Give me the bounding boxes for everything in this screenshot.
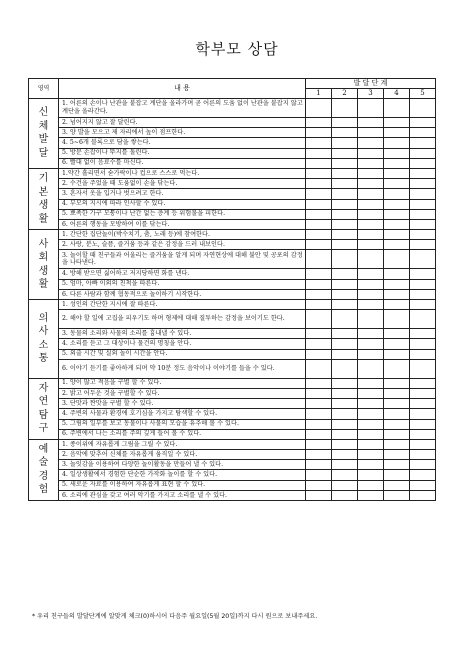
table-row xyxy=(29,300,436,310)
level-check-cell-2[interactable] xyxy=(332,439,358,449)
table-row xyxy=(29,209,436,219)
level-check-cell-3[interactable] xyxy=(358,450,384,460)
item-text: 3. 놀이할 때 친구들과 어울리는 즐거움을 알게 되며 자연현상에 대해 불안 및 공포의 감정을 나타낸다. xyxy=(59,250,306,269)
level-check-cell-3[interactable] xyxy=(358,219,384,229)
level-check-cell-5[interactable] xyxy=(410,460,436,470)
level-check-cell-3[interactable] xyxy=(358,99,384,118)
level-check-cell-3[interactable] xyxy=(358,329,384,339)
level-check-cell-3[interactable] xyxy=(358,148,384,158)
level-check-cell-3[interactable] xyxy=(358,429,384,439)
item-text: 4. 방해 받으면 싫어하고 저지당하면 화를 낸다. xyxy=(59,269,306,279)
item-text: 5. 그림의 일부를 보고 동물이나 사물의 모습을 유추해 볼 수 있다. xyxy=(59,419,306,429)
item-text: 4. 부모의 지시에 따라 인사할 수 있다. xyxy=(59,199,306,209)
level-check-cell-1[interactable] xyxy=(306,209,332,219)
level-check-cell-5[interactable] xyxy=(410,99,436,118)
level-check-cell-5[interactable] xyxy=(410,269,436,279)
level-check-cell-5[interactable] xyxy=(410,339,436,349)
level-check-cell-1[interactable] xyxy=(306,429,332,439)
level-check-cell-3[interactable] xyxy=(358,240,384,250)
level-check-cell-5[interactable] xyxy=(410,158,436,168)
level-check-cell-2[interactable] xyxy=(332,300,358,310)
level-check-cell-5[interactable] xyxy=(410,490,436,500)
level-check-cell-2[interactable] xyxy=(332,148,358,158)
page-title: 학부모 상담 xyxy=(195,40,279,58)
item-text: 1. 양이 많고 적음을 구별 할 수 있다. xyxy=(59,378,306,388)
level-check-cell-2[interactable] xyxy=(332,230,358,240)
item-text: 1. 종이위에 자유롭게 그림을 그릴 수 있다. xyxy=(59,439,306,449)
level-check-cell-3[interactable] xyxy=(358,490,384,500)
area-label: 자 연 탐 구 xyxy=(29,378,59,439)
level-check-cell-5[interactable] xyxy=(410,429,436,439)
level-check-cell-1[interactable] xyxy=(306,118,332,128)
level-check-cell-2[interactable] xyxy=(332,480,358,490)
level-check-cell-1[interactable] xyxy=(306,310,332,329)
level-check-cell-2[interactable] xyxy=(332,168,358,178)
area-header: 영역 xyxy=(29,79,59,99)
area-label: 예 술 경 험 xyxy=(29,439,59,500)
item-text: 6. 다른 사람과 함께 협동적으로 놀이하기 시작한다. xyxy=(59,289,306,299)
table-row xyxy=(29,289,436,299)
level-check-cell-2[interactable] xyxy=(332,470,358,480)
level-check-cell-3[interactable] xyxy=(358,199,384,209)
level-check-cell-1[interactable] xyxy=(306,339,332,349)
level-check-cell-3[interactable] xyxy=(358,419,384,429)
table-row xyxy=(29,168,436,178)
level-check-cell-4[interactable] xyxy=(384,148,410,158)
level-header-1: 1 xyxy=(306,89,332,99)
level-check-cell-4[interactable] xyxy=(384,419,410,429)
table-row xyxy=(29,450,436,460)
level-check-cell-4[interactable] xyxy=(384,300,410,310)
level-check-cell-3[interactable] xyxy=(358,439,384,449)
table-row xyxy=(29,199,436,209)
item-text: 5. 뾰족한 가구 모퉁이나 난간 없는 층계 등 위험물을 피한다. xyxy=(59,209,306,219)
level-check-cell-2[interactable] xyxy=(332,128,358,138)
level-check-cell-3[interactable] xyxy=(358,470,384,480)
item-text: 3. 혼자서 옷을 입거나 벗으려고 한다. xyxy=(59,189,306,199)
level-check-cell-5[interactable] xyxy=(410,409,436,419)
level-check-cell-4[interactable] xyxy=(384,310,410,329)
level-check-cell-1[interactable] xyxy=(306,289,332,299)
level-check-cell-2[interactable] xyxy=(332,349,358,359)
level-check-cell-5[interactable] xyxy=(410,419,436,429)
level-check-cell-4[interactable] xyxy=(384,99,410,118)
level-check-cell-4[interactable] xyxy=(384,470,410,480)
item-text: 6. 빨대 없이 음료수를 마신다. xyxy=(59,158,306,168)
item-text: 4. 주변의 사물과 환경에 호기심을 가지고 탐색할 수 있다. xyxy=(59,409,306,419)
level-check-cell-1[interactable] xyxy=(306,250,332,269)
item-text: 5. 엄마, 아빠 이외의 친척을 따른다. xyxy=(59,279,306,289)
level-check-cell-2[interactable] xyxy=(332,429,358,439)
level-check-cell-2[interactable] xyxy=(332,219,358,229)
level-header-3: 3 xyxy=(358,89,384,99)
level-check-cell-3[interactable] xyxy=(358,399,384,409)
level-check-cell-4[interactable] xyxy=(384,158,410,168)
level-check-cell-1[interactable] xyxy=(306,480,332,490)
item-text: 6. 주변에서 나는 소리를 주의 깊게 들어 볼 수 있다. xyxy=(59,429,306,439)
table-row xyxy=(29,128,436,138)
level-check-cell-3[interactable] xyxy=(358,250,384,269)
level-check-cell-1[interactable] xyxy=(306,168,332,178)
level-check-cell-4[interactable] xyxy=(384,349,410,359)
level-check-cell-4[interactable] xyxy=(384,388,410,398)
level-check-cell-3[interactable] xyxy=(358,189,384,199)
level-check-cell-5[interactable] xyxy=(410,179,436,189)
table-row xyxy=(29,349,436,359)
level-check-cell-5[interactable] xyxy=(410,168,436,178)
level-check-cell-4[interactable] xyxy=(384,490,410,500)
level-check-cell-4[interactable] xyxy=(384,230,410,240)
item-text: 1. 간단한 집단놀이(박수치기, 춤, 노래 등)에 참여한다. xyxy=(59,230,306,240)
level-check-cell-5[interactable] xyxy=(410,388,436,398)
table-row xyxy=(29,179,436,189)
level-check-cell-3[interactable] xyxy=(358,349,384,359)
item-text: 2. 사랑, 분노, 슬픔, 즐거움 등과 같은 감정을 드러 내보인다. xyxy=(59,240,306,250)
development-table xyxy=(28,78,436,501)
item-text: 2. 밝고 어두운 것을 구별할 수 있다. xyxy=(59,388,306,398)
level-check-cell-3[interactable] xyxy=(358,118,384,128)
level-check-cell-5[interactable] xyxy=(410,138,436,148)
level-check-cell-4[interactable] xyxy=(384,378,410,388)
area-label: 신 체 발 달 xyxy=(29,99,59,169)
level-check-cell-5[interactable] xyxy=(410,148,436,158)
level-check-cell-1[interactable] xyxy=(306,388,332,398)
item-text: 6. 소리에 관심을 갖고 여러 악기를 가지고 소리를 낼 수 있다. xyxy=(59,490,306,500)
level-check-cell-1[interactable] xyxy=(306,460,332,470)
level-check-cell-5[interactable] xyxy=(410,450,436,460)
level-check-cell-4[interactable] xyxy=(384,439,410,449)
level-check-cell-1[interactable] xyxy=(306,419,332,429)
level-check-cell-4[interactable] xyxy=(384,250,410,269)
item-text: 6. 어른의 행동을 모방하여 이를 닦는다. xyxy=(59,219,306,229)
level-check-cell-1[interactable] xyxy=(306,158,332,168)
level-check-cell-5[interactable] xyxy=(410,219,436,229)
level-check-cell-2[interactable] xyxy=(332,399,358,409)
level-check-cell-5[interactable] xyxy=(410,470,436,480)
level-check-cell-1[interactable] xyxy=(306,219,332,229)
table-row xyxy=(29,429,436,439)
level-check-cell-3[interactable] xyxy=(358,279,384,289)
level-check-cell-5[interactable] xyxy=(410,399,436,409)
level-check-cell-5[interactable] xyxy=(410,240,436,250)
table-row xyxy=(29,399,436,409)
table-row xyxy=(29,158,436,168)
level-check-cell-4[interactable] xyxy=(384,138,410,148)
level-header-2: 2 xyxy=(332,89,358,99)
table-row xyxy=(29,388,436,398)
item-text: 4. 5~6개 블록으로 담을 쌓는다. xyxy=(59,138,306,148)
area-label: 사 회 생 활 xyxy=(29,230,59,300)
level-check-cell-1[interactable] xyxy=(306,199,332,209)
level-check-cell-3[interactable] xyxy=(358,138,384,148)
level-check-cell-4[interactable] xyxy=(384,199,410,209)
level-check-cell-2[interactable] xyxy=(332,490,358,500)
level-check-cell-3[interactable] xyxy=(358,128,384,138)
level-check-cell-1[interactable] xyxy=(306,470,332,480)
level-check-cell-2[interactable] xyxy=(332,99,358,118)
level-check-cell-4[interactable] xyxy=(384,118,410,128)
level-check-cell-2[interactable] xyxy=(332,310,358,329)
level-check-cell-4[interactable] xyxy=(384,168,410,178)
level-check-cell-5[interactable] xyxy=(410,349,436,359)
level-check-cell-5[interactable] xyxy=(410,199,436,209)
level-check-cell-2[interactable] xyxy=(332,250,358,269)
level-check-cell-1[interactable] xyxy=(306,439,332,449)
level-check-cell-4[interactable] xyxy=(384,399,410,409)
item-text: 3. 단맛과 짠맛을 구별 할 수 있다. xyxy=(59,399,306,409)
table-row xyxy=(29,310,436,329)
table-row xyxy=(29,339,436,349)
level-check-cell-5[interactable] xyxy=(410,128,436,138)
level-check-cell-5[interactable] xyxy=(410,189,436,199)
item-text: 3. 동물의 소리와 사물의 소리를 흉내낼 수 있다. xyxy=(59,329,306,339)
level-check-cell-4[interactable] xyxy=(384,240,410,250)
table-row xyxy=(29,439,436,449)
table-row xyxy=(29,490,436,500)
level-check-cell-1[interactable] xyxy=(306,148,332,158)
level-check-cell-1[interactable] xyxy=(306,269,332,279)
level-check-cell-2[interactable] xyxy=(332,329,358,339)
level-check-cell-2[interactable] xyxy=(332,419,358,429)
level-check-cell-5[interactable] xyxy=(410,279,436,289)
content-header: 내 용 xyxy=(59,79,306,99)
level-check-cell-1[interactable] xyxy=(306,128,332,138)
item-text: 4. 일상생활에서 경험한 단순한 가작화 놀이를 할 수 있다. xyxy=(59,470,306,480)
table-row xyxy=(29,189,436,199)
level-check-cell-3[interactable] xyxy=(358,209,384,219)
level-check-cell-3[interactable] xyxy=(358,480,384,490)
table-row xyxy=(29,470,436,480)
item-text: 6. 이야기 듣기를 좋아하게 되며 약 10분 정도 음악이나 이야기를 들을 수 있다. xyxy=(59,359,306,378)
level-check-cell-2[interactable] xyxy=(332,189,358,199)
area-label: 의 사 소 통 xyxy=(29,300,59,379)
footer-note: * 우리 친구들의 발달단계에 알맞게 체크(0)하시어 다음주 월요일(5월 20일)까지 다시 원으로 보내주세요. xyxy=(32,613,318,620)
item-text: 5. 외출 시간 및 실외 놀이 시간을 안다. xyxy=(59,349,306,359)
level-check-cell-3[interactable] xyxy=(358,388,384,398)
level-check-cell-4[interactable] xyxy=(384,219,410,229)
level-check-cell-5[interactable] xyxy=(410,310,436,329)
level-check-cell-4[interactable] xyxy=(384,289,410,299)
item-text: 3. 놀잇감을 이용하여 다양한 놀이활동을 만들어 낼 수 있다. xyxy=(59,460,306,470)
level-check-cell-2[interactable] xyxy=(332,138,358,148)
level-check-cell-2[interactable] xyxy=(332,118,358,128)
level-check-cell-1[interactable] xyxy=(306,189,332,199)
level-check-cell-5[interactable] xyxy=(410,250,436,269)
item-text: 3. 양 발을 모으고 제 자리에서 높이 점프한다. xyxy=(59,128,306,138)
level-check-cell-3[interactable] xyxy=(358,339,384,349)
table-row xyxy=(29,359,436,378)
level-check-cell-1[interactable] xyxy=(306,138,332,148)
level-check-cell-2[interactable] xyxy=(332,378,358,388)
level-check-cell-3[interactable] xyxy=(358,289,384,299)
level-check-cell-1[interactable] xyxy=(306,179,332,189)
level-check-cell-4[interactable] xyxy=(384,460,410,470)
level-check-cell-3[interactable] xyxy=(358,269,384,279)
level-check-cell-2[interactable] xyxy=(332,179,358,189)
table-row xyxy=(29,329,436,339)
level-check-cell-3[interactable] xyxy=(358,359,384,378)
item-text: 2. 해야 할 일에 고집을 피우기도 하며 형제에 대해 질투하는 감정을 보이기도 한다. xyxy=(59,310,306,329)
stage-header: 발 달 단 계 xyxy=(306,79,436,89)
level-check-cell-4[interactable] xyxy=(384,179,410,189)
level-check-cell-1[interactable] xyxy=(306,409,332,419)
table-row xyxy=(29,250,436,269)
level-check-cell-1[interactable] xyxy=(306,490,332,500)
item-text: 5. 새로운 자료를 이용하여 자유롭게 표현 할 수 있다. xyxy=(59,480,306,490)
table-row xyxy=(29,409,436,419)
level-check-cell-4[interactable] xyxy=(384,429,410,439)
level-check-cell-2[interactable] xyxy=(332,450,358,460)
table-row xyxy=(29,269,436,279)
table-row xyxy=(29,230,436,240)
item-text: 1. 성인의 간단한 지시에 잘 따른다. xyxy=(59,300,306,310)
item-text: 2. 넘어지지 않고 잘 달린다. xyxy=(59,118,306,128)
item-text: 5. 방문 손잡이나 뚜지를 돌린다. xyxy=(59,148,306,158)
level-check-cell-5[interactable] xyxy=(410,329,436,339)
level-check-cell-1[interactable] xyxy=(306,399,332,409)
level-check-cell-1[interactable] xyxy=(306,349,332,359)
level-check-cell-1[interactable] xyxy=(306,300,332,310)
level-check-cell-1[interactable] xyxy=(306,240,332,250)
table-row xyxy=(29,480,436,490)
level-check-cell-1[interactable] xyxy=(306,378,332,388)
level-check-cell-3[interactable] xyxy=(358,378,384,388)
table-row xyxy=(29,138,436,148)
table-row xyxy=(29,378,436,388)
table-row xyxy=(29,118,436,128)
level-check-cell-3[interactable] xyxy=(358,158,384,168)
level-check-cell-4[interactable] xyxy=(384,279,410,289)
level-header-4: 4 xyxy=(384,89,410,99)
level-check-cell-1[interactable] xyxy=(306,279,332,289)
table-row xyxy=(29,419,436,429)
level-check-cell-3[interactable] xyxy=(358,409,384,419)
level-check-cell-2[interactable] xyxy=(332,279,358,289)
level-check-cell-2[interactable] xyxy=(332,460,358,470)
table-row xyxy=(29,99,436,118)
level-check-cell-2[interactable] xyxy=(332,359,358,378)
item-text: 1. 어른의 손이나 난관을 붙잡고 계단을 올라가며 곧 어른의 도움 없이 난관을 붙잡지 않고 계단을 올라간다. xyxy=(59,99,306,118)
level-check-cell-4[interactable] xyxy=(384,209,410,219)
level-check-cell-5[interactable] xyxy=(410,230,436,240)
table-row xyxy=(29,219,436,229)
level-check-cell-2[interactable] xyxy=(332,388,358,398)
level-check-cell-2[interactable] xyxy=(332,158,358,168)
item-text: 2. 음악에 맞추어 신체를 자유롭게 움직일 수 있다. xyxy=(59,450,306,460)
level-check-cell-3[interactable] xyxy=(358,310,384,329)
level-check-cell-4[interactable] xyxy=(384,339,410,349)
level-check-cell-4[interactable] xyxy=(384,329,410,339)
level-check-cell-4[interactable] xyxy=(384,359,410,378)
level-check-cell-2[interactable] xyxy=(332,289,358,299)
level-check-cell-5[interactable] xyxy=(410,289,436,299)
level-check-cell-4[interactable] xyxy=(384,409,410,419)
level-check-cell-1[interactable] xyxy=(306,230,332,240)
level-check-cell-5[interactable] xyxy=(410,209,436,219)
item-text: 2. 수건을 주었을 때 도움없이 손을 닦는다. xyxy=(59,179,306,189)
level-check-cell-2[interactable] xyxy=(332,269,358,279)
table-row xyxy=(29,279,436,289)
table-row xyxy=(29,148,436,158)
level-check-cell-1[interactable] xyxy=(306,329,332,339)
level-check-cell-5[interactable] xyxy=(410,359,436,378)
level-check-cell-5[interactable] xyxy=(410,480,436,490)
level-check-cell-2[interactable] xyxy=(332,339,358,349)
level-check-cell-3[interactable] xyxy=(358,300,384,310)
level-check-cell-4[interactable] xyxy=(384,480,410,490)
level-header-5: 5 xyxy=(410,89,436,99)
level-check-cell-4[interactable] xyxy=(384,189,410,199)
level-check-cell-3[interactable] xyxy=(358,460,384,470)
level-check-cell-5[interactable] xyxy=(410,439,436,449)
table-row xyxy=(29,460,436,470)
level-check-cell-1[interactable] xyxy=(306,450,332,460)
item-text: 1.약간 흘리면서 숟가락이나 컵으로 스스로 먹는다. xyxy=(59,168,306,178)
level-check-cell-3[interactable] xyxy=(358,168,384,178)
level-check-cell-4[interactable] xyxy=(384,128,410,138)
level-check-cell-5[interactable] xyxy=(410,378,436,388)
level-check-cell-1[interactable] xyxy=(306,359,332,378)
level-check-cell-2[interactable] xyxy=(332,240,358,250)
area-label: 기 본 생 활 xyxy=(29,168,59,229)
level-check-cell-4[interactable] xyxy=(384,450,410,460)
level-check-cell-2[interactable] xyxy=(332,409,358,419)
level-check-cell-5[interactable] xyxy=(410,118,436,128)
level-check-cell-1[interactable] xyxy=(306,99,332,118)
item-text: 4. 소리를 듣고 그 대상이나 물건의 명칭을 안다. xyxy=(59,339,306,349)
level-check-cell-3[interactable] xyxy=(358,230,384,240)
level-check-cell-5[interactable] xyxy=(410,300,436,310)
level-check-cell-4[interactable] xyxy=(384,269,410,279)
level-check-cell-2[interactable] xyxy=(332,199,358,209)
table-row xyxy=(29,240,436,250)
level-check-cell-3[interactable] xyxy=(358,179,384,189)
level-check-cell-2[interactable] xyxy=(332,209,358,219)
